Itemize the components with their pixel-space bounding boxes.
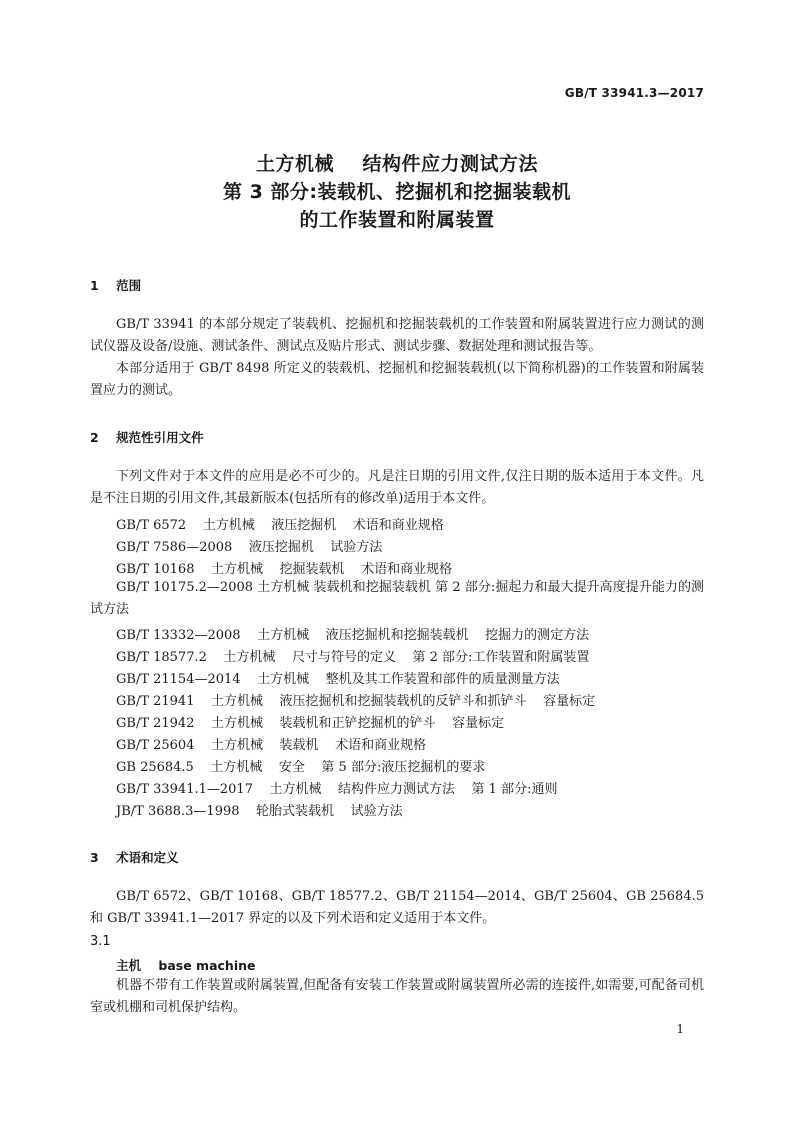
normative-intro: 下列文件对于本文件的应用是必不可少的。凡是注日期的引用文件,仅注日期的版本适用于本文件。凡是不注日期的引用文件,其最新版本(包括所有的修改单)适用于本文件。 <box>90 469 704 506</box>
reference-item: GB 25684.5 土方机械 安全 第 5 部分:液压挖掘机的要求 <box>116 760 486 775</box>
reference-item: GB/T 21941 土方机械 液压挖掘机和挖掘装载机的反铲斗和抓铲斗 容量标定 <box>116 694 596 709</box>
reference-item: GB/T 25604 土方机械 装载机 术语和商业规格 <box>116 738 427 753</box>
reference-item: GB/T 13332—2008 土方机械 液压挖掘机和挖掘装载机 挖掘力的测定方法 <box>116 628 590 643</box>
document-title <box>0 150 794 234</box>
reference-item: JB/T 3688.3—1998 轮胎式装载机 试验方法 <box>116 804 403 819</box>
reference-item: GB/T 6572 土方机械 液压挖掘机 术语和商业规格 <box>116 518 444 533</box>
reference-item: GB/T 21154—2014 土方机械 整机及其工作装置和部件的质量测量方法 <box>116 672 560 687</box>
reference-item: GB/T 18577.2 土方机械 尺寸与符号的定义 第 2 部分:工作装置和附属装置 <box>116 650 590 665</box>
term-definition: 机器不带有工作装置或附属装置,但配备有安装工作装置或附属装置所必需的连接件,如需要,可配备司机室或机棚和司机保护结构。 <box>90 978 704 1015</box>
reference-item: GB/T 21942 土方机械 装载机和正铲挖掘机的铲斗 容量标定 <box>116 716 505 731</box>
reference-item: GB/T 10175.2—2008 土方机械 装载机和挖掘装载机 第 2 部分:掘起力和最大提升高度提升能力的测试方法 <box>90 580 704 617</box>
section-heading-normative-references: 2 规范性引用文件 <box>90 430 204 445</box>
term-name: 主机 base machine <box>116 958 256 973</box>
standard-code-header: GB/T 33941.3—2017 <box>564 86 704 100</box>
section-heading-scope: 1 范围 <box>90 278 142 293</box>
title-line-2: 第 3 部分:装载机、挖掘机和挖掘装载机 <box>222 181 572 203</box>
reference-item: GB/T 10168 土方机械 挖掘装载机 术语和商业规格 <box>116 562 453 577</box>
title-line-1: 土方机械 结构件应力测试方法 <box>256 153 538 175</box>
scope-paragraph-2: 本部分适用于 GB/T 8498 所定义的装载机、挖掘机和挖掘装载机(以下简称机器)的工作装置和附属装置应力的测试。 <box>90 361 704 398</box>
section-heading-terms-definitions: 3 术语和定义 <box>90 850 179 865</box>
terms-intro: GB/T 6572、GB/T 10168、GB/T 18577.2、GB/T 21154—2014、GB/T 25604、GB 25684.5 和 GB/T 33941.1—2017 界定的以及下列术语和定义适用于本文件。 <box>90 889 704 926</box>
page-number: 1 <box>676 1022 684 1036</box>
reference-item: GB/T 7586—2008 液压挖掘机 试验方法 <box>116 540 383 555</box>
term-number: 3.1 <box>90 934 111 949</box>
title-line-3: 的工作装置和附属装置 <box>299 209 495 231</box>
scope-paragraph-1: GB/T 33941 的本部分规定了装载机、挖掘机和挖掘装载机的工作装置和附属装置进行应力测试的测试仪器及设备/设施、测试条件、测试点及贴片形式、测试步骤、数据处理和测试报告等。 <box>90 317 704 354</box>
reference-item: GB/T 33941.1—2017 土方机械 结构件应力测试方法 第 1 部分:通则 <box>116 782 558 797</box>
